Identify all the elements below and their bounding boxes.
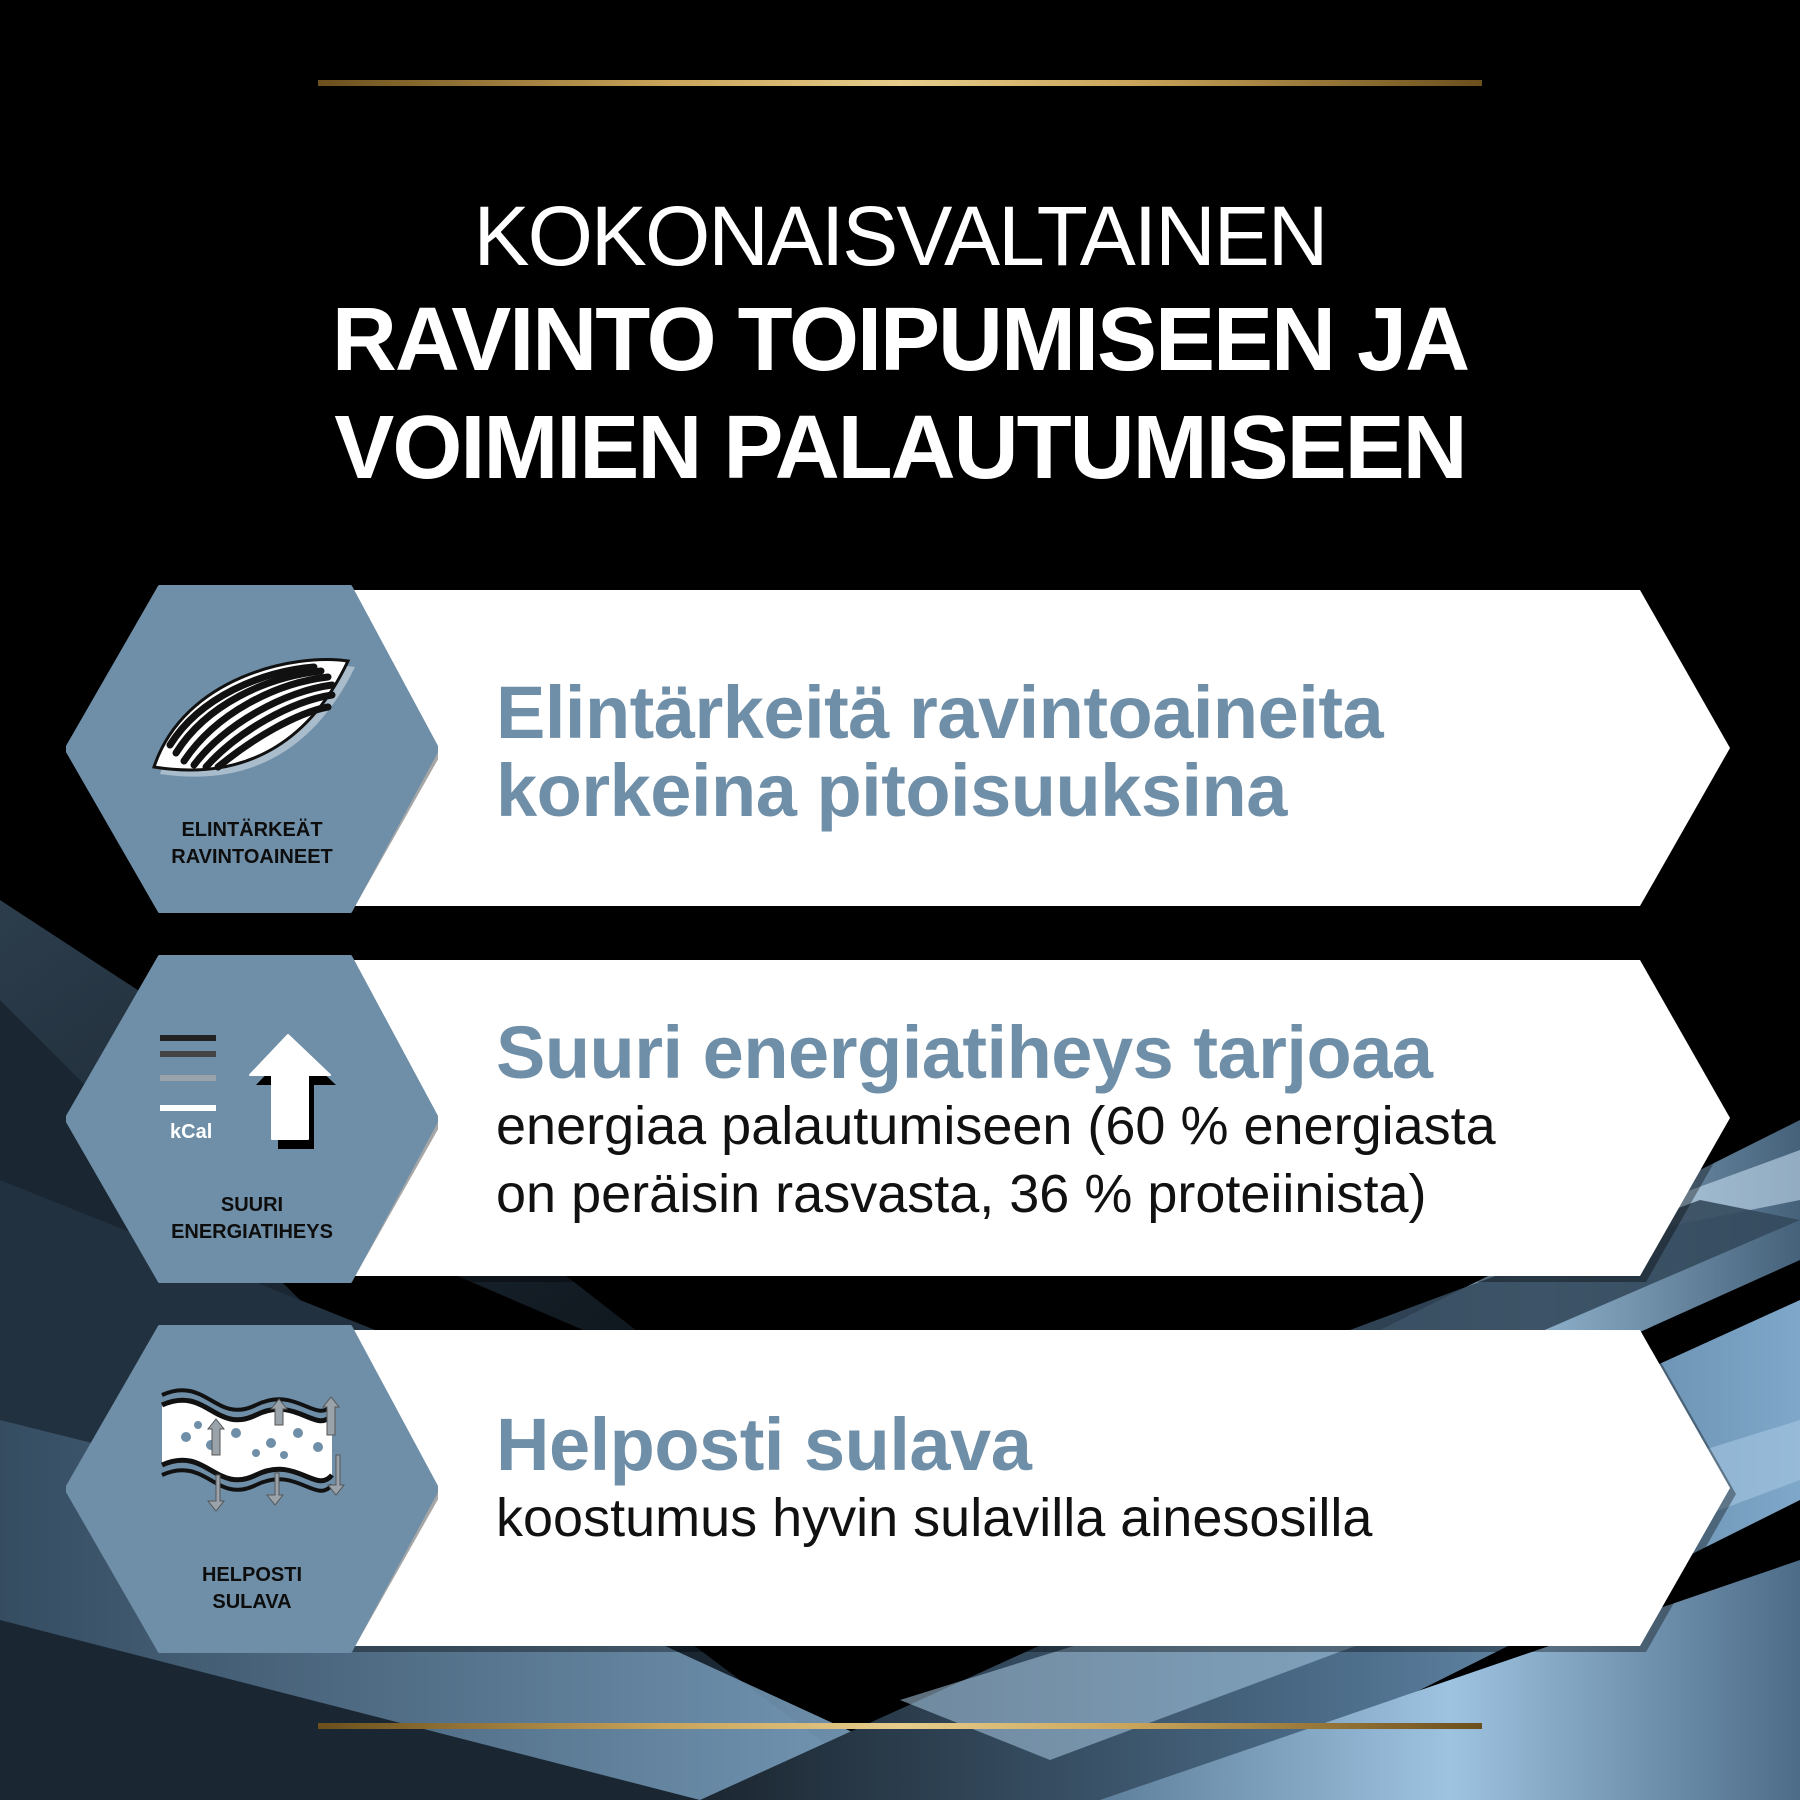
feature-3-text xyxy=(496,1403,1373,1552)
feature-3-title-line-1: Helposti sulava xyxy=(496,1403,1032,1486)
feature-1-label-line-1: ELINTÄRKEÄT xyxy=(181,819,323,841)
top-gold-divider xyxy=(318,80,1482,86)
feature-1-text xyxy=(496,671,1384,832)
headline-line-3: VOIMIEN PALAUTUMISEEN xyxy=(334,398,1466,498)
feature-3-label-line-1: HELPOSTI xyxy=(201,1564,302,1586)
feature-1-hexagon xyxy=(66,585,438,913)
kcal-text: kCal xyxy=(170,1121,213,1143)
feature-3-hexagon xyxy=(66,1325,438,1653)
feature-2-text xyxy=(496,1011,1496,1228)
feature-1-label-line-2: RAVINTOAINEET xyxy=(171,846,333,868)
feature-2-desc-line-1: energiaa palautumiseen (60 % energiasta xyxy=(496,1096,1496,1156)
feature-1-title-line-2: korkeina pitoisuuksina xyxy=(496,749,1287,832)
feature-2-label-line-1: SUURI xyxy=(220,1194,284,1216)
feature-2-label xyxy=(66,1192,438,1246)
headline-line-1: KOKONAISVALTAINEN xyxy=(473,189,1327,283)
bottom-gold-divider xyxy=(318,1723,1482,1729)
feature-3-desc-line-1: koostumus hyvin sulavilla ainesosilla xyxy=(496,1488,1373,1548)
feature-2-hexagon xyxy=(66,955,438,1283)
headline xyxy=(0,186,1800,502)
feature-2-desc-line-2: on peräisin rasvasta, 36 % proteiinista) xyxy=(496,1164,1427,1224)
feature-1-label xyxy=(66,817,438,871)
feature-2-label-line-2: ENERGIATIHEYS xyxy=(171,1221,333,1243)
feature-3-label xyxy=(66,1562,438,1616)
feature-2-title-line-1: Suuri energiatiheys tarjoaa xyxy=(496,1011,1433,1094)
headline-line-2: RAVINTO TOIPUMISEEN JA xyxy=(331,290,1469,390)
feature-1-title-line-1: Elintärkeitä ravintoaineita xyxy=(496,671,1384,754)
feature-3-label-line-2: SULAVA xyxy=(212,1591,292,1613)
